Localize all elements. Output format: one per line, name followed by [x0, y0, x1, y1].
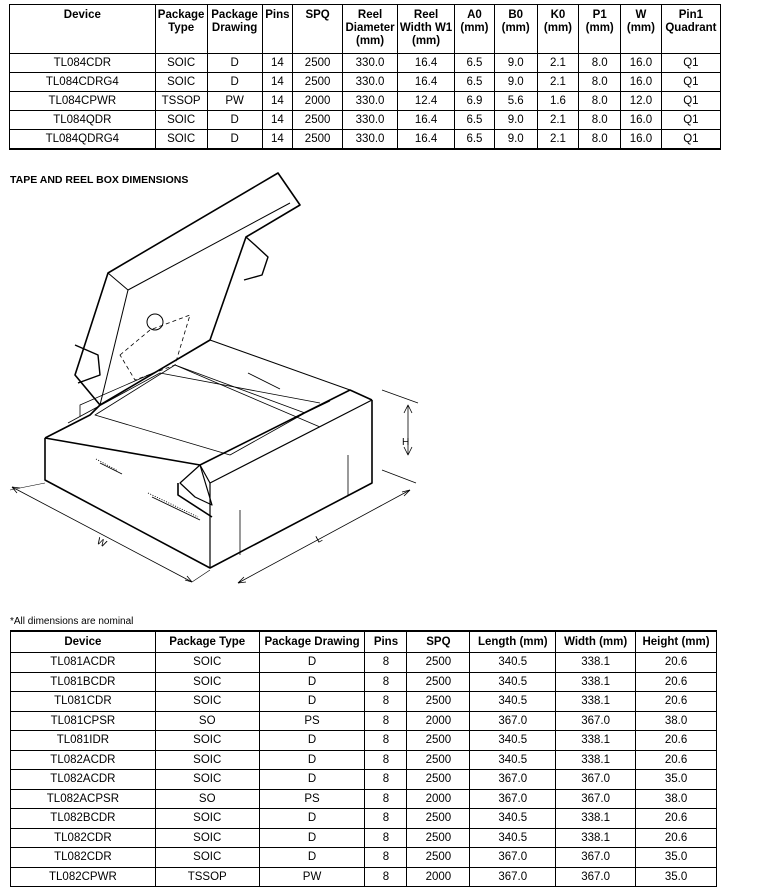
- header-w: W (mm): [621, 5, 662, 54]
- header-reel-width: Reel Width W1 (mm): [398, 5, 455, 54]
- cell-device: TL084CDR: [10, 54, 156, 73]
- cell-pins: 8: [365, 672, 407, 692]
- cell-package-drawing: D: [207, 130, 262, 150]
- cell-package-drawing: D: [207, 111, 262, 130]
- cell-spq: 2500: [407, 731, 470, 751]
- cell-reel-width: 12.4: [398, 92, 455, 111]
- cell-pins: 8: [365, 848, 407, 868]
- cell-b0: 9.0: [494, 73, 537, 92]
- table-row: [11, 770, 717, 790]
- cell-device: TL082ACPSR: [11, 789, 156, 809]
- header-package-drawing: Package Drawing: [259, 631, 365, 653]
- cell-height: 20.6: [636, 653, 717, 673]
- cell-package-type: SOIC: [155, 653, 259, 673]
- cell-device: TL082CPWR: [11, 867, 156, 887]
- cell-width: 338.1: [556, 809, 636, 829]
- reel-dimensions-table: [9, 4, 721, 150]
- cell-package-type: TSSOP: [155, 867, 259, 887]
- cell-package-drawing: D: [259, 770, 365, 790]
- header-device: Device: [10, 5, 156, 54]
- cell-spq: 2500: [293, 130, 343, 150]
- cell-width: 367.0: [556, 789, 636, 809]
- table-row: [10, 54, 721, 73]
- cell-spq: 2000: [293, 92, 343, 111]
- cell-package-type: SOIC: [155, 770, 259, 790]
- cell-length: 340.5: [470, 653, 556, 673]
- cell-package-type: TSSOP: [155, 92, 207, 111]
- cell-length: 367.0: [470, 867, 556, 887]
- cell-height: 20.6: [636, 750, 717, 770]
- cell-pin1-quadrant: Q1: [661, 54, 720, 73]
- cell-k0: 2.1: [537, 54, 579, 73]
- cell-p1: 8.0: [579, 130, 621, 150]
- cell-reel-diameter: 330.0: [343, 130, 398, 150]
- cell-package-drawing: D: [259, 848, 365, 868]
- cell-b0: 9.0: [494, 54, 537, 73]
- box-dimensions-table: [10, 630, 717, 887]
- cell-length: 367.0: [470, 770, 556, 790]
- header-package-type: Package Type: [155, 5, 207, 54]
- cell-pin1-quadrant: Q1: [661, 130, 720, 150]
- cell-reel-diameter: 330.0: [343, 111, 398, 130]
- cell-reel-diameter: 330.0: [343, 54, 398, 73]
- cell-reel-width: 16.4: [398, 111, 455, 130]
- cell-length: 367.0: [470, 848, 556, 868]
- table-row: [10, 130, 721, 150]
- cell-pins: 8: [365, 828, 407, 848]
- cell-package-drawing: PS: [259, 789, 365, 809]
- cell-pins: 14: [262, 54, 293, 73]
- cell-spq: 2500: [407, 750, 470, 770]
- cell-package-drawing: D: [259, 653, 365, 673]
- cell-height: 20.6: [636, 828, 717, 848]
- cell-device: TL082ACDR: [11, 750, 156, 770]
- cell-package-type: SOIC: [155, 692, 259, 712]
- cell-p1: 8.0: [579, 92, 621, 111]
- cell-package-type: SOIC: [155, 809, 259, 829]
- cell-package-drawing: PW: [259, 867, 365, 887]
- cell-b0: 9.0: [494, 130, 537, 150]
- cell-width: 338.1: [556, 828, 636, 848]
- cell-package-type: SOIC: [155, 731, 259, 751]
- cell-width: 338.1: [556, 692, 636, 712]
- header-package-type: Package Type: [155, 631, 259, 653]
- table-row: [11, 750, 717, 770]
- cell-package-drawing: PW: [207, 92, 262, 111]
- cell-pin1-quadrant: Q1: [661, 111, 720, 130]
- cell-package-drawing: PS: [259, 711, 365, 731]
- cell-height: 35.0: [636, 848, 717, 868]
- cell-pin1-quadrant: Q1: [661, 92, 720, 111]
- table-row: [11, 789, 717, 809]
- cell-device: TL081IDR: [11, 731, 156, 751]
- cell-w: 16.0: [621, 73, 662, 92]
- header-package-drawing: Package Drawing: [207, 5, 262, 54]
- cell-k0: 2.1: [537, 73, 579, 92]
- table-row: [11, 692, 717, 712]
- header-reel-diameter: Reel Diameter (mm): [343, 5, 398, 54]
- cell-a0: 6.5: [455, 111, 495, 130]
- table-row: [11, 731, 717, 751]
- cell-p1: 8.0: [579, 73, 621, 92]
- cell-length: 340.5: [470, 828, 556, 848]
- cell-height: 38.0: [636, 789, 717, 809]
- cell-w: 16.0: [621, 111, 662, 130]
- cell-device: TL082CDR: [11, 848, 156, 868]
- cell-spq: 2500: [407, 828, 470, 848]
- cell-reel-width: 16.4: [398, 73, 455, 92]
- header-k0: K0 (mm): [537, 5, 579, 54]
- cell-pins: 8: [365, 750, 407, 770]
- cell-a0: 6.5: [455, 73, 495, 92]
- cell-package-type: SOIC: [155, 111, 207, 130]
- cell-height: 20.6: [636, 809, 717, 829]
- dimension-label-l: L: [314, 533, 325, 546]
- cell-height: 20.6: [636, 672, 717, 692]
- header-p1: P1 (mm): [579, 5, 621, 54]
- cell-pins: 8: [365, 867, 407, 887]
- table-row: [11, 848, 717, 868]
- header-length: Length (mm): [470, 631, 556, 653]
- cell-k0: 2.1: [537, 130, 579, 150]
- cell-a0: 6.5: [455, 130, 495, 150]
- cell-package-drawing: D: [259, 692, 365, 712]
- box-table-header-row: [11, 631, 717, 653]
- cell-package-type: SOIC: [155, 672, 259, 692]
- cell-spq: 2500: [293, 73, 343, 92]
- cell-length: 367.0: [470, 711, 556, 731]
- cell-pins: 14: [262, 111, 293, 130]
- cell-pin1-quadrant: Q1: [661, 73, 720, 92]
- cell-device: TL084QDR: [10, 111, 156, 130]
- cell-package-type: SOIC: [155, 130, 207, 150]
- header-pin1-quadrant: Pin1 Quadrant: [661, 5, 720, 54]
- header-spq: SPQ: [293, 5, 343, 54]
- cell-length: 340.5: [470, 809, 556, 829]
- cell-reel-width: 16.4: [398, 130, 455, 150]
- header-spq: SPQ: [407, 631, 470, 653]
- cell-package-drawing: D: [259, 809, 365, 829]
- table-row: [11, 828, 717, 848]
- cell-length: 367.0: [470, 789, 556, 809]
- cell-p1: 8.0: [579, 54, 621, 73]
- cell-spq: 2500: [293, 54, 343, 73]
- cell-package-type: SOIC: [155, 54, 207, 73]
- cell-width: 338.1: [556, 672, 636, 692]
- header-pins: Pins: [365, 631, 407, 653]
- cell-device: TL081CDR: [11, 692, 156, 712]
- section-title: TAPE AND REEL BOX DIMENSIONS: [10, 174, 189, 186]
- cell-width: 367.0: [556, 848, 636, 868]
- cell-width: 338.1: [556, 731, 636, 751]
- cell-reel-width: 16.4: [398, 54, 455, 73]
- cell-width: 367.0: [556, 711, 636, 731]
- cell-spq: 2500: [407, 672, 470, 692]
- cell-a0: 6.5: [455, 54, 495, 73]
- cell-device: TL081CPSR: [11, 711, 156, 731]
- cell-w: 16.0: [621, 54, 662, 73]
- header-device: Device: [11, 631, 156, 653]
- cell-height: 20.6: [636, 692, 717, 712]
- cell-a0: 6.9: [455, 92, 495, 111]
- cell-pins: 8: [365, 653, 407, 673]
- dimension-label-w: W: [94, 535, 109, 551]
- cell-package-type: SOIC: [155, 73, 207, 92]
- cell-pins: 8: [365, 770, 407, 790]
- cell-package-drawing: D: [207, 73, 262, 92]
- cell-device: TL084CPWR: [10, 92, 156, 111]
- reel-table-header-row: [10, 5, 721, 54]
- cell-b0: 5.6: [494, 92, 537, 111]
- cell-package-drawing: D: [259, 672, 365, 692]
- cell-height: 38.0: [636, 711, 717, 731]
- table-row: [11, 809, 717, 829]
- cell-length: 340.5: [470, 750, 556, 770]
- cell-package-type: SOIC: [155, 828, 259, 848]
- cell-pins: 8: [365, 731, 407, 751]
- cell-device: TL082CDR: [11, 828, 156, 848]
- cell-package-drawing: D: [259, 731, 365, 751]
- cell-b0: 9.0: [494, 111, 537, 130]
- cell-spq: 2000: [407, 711, 470, 731]
- cell-package-type: SO: [155, 789, 259, 809]
- cell-w: 16.0: [621, 130, 662, 150]
- cell-height: 35.0: [636, 867, 717, 887]
- cell-pins: 14: [262, 73, 293, 92]
- cell-spq: 2500: [407, 809, 470, 829]
- cell-length: 340.5: [470, 731, 556, 751]
- header-width: Width (mm): [556, 631, 636, 653]
- table-row: [11, 867, 717, 887]
- table-row: [11, 672, 717, 692]
- table-row: [11, 653, 717, 673]
- header-a0: A0 (mm): [455, 5, 495, 54]
- cell-reel-diameter: 330.0: [343, 73, 398, 92]
- cell-device: TL082BCDR: [11, 809, 156, 829]
- cell-spq: 2500: [407, 653, 470, 673]
- cell-device: TL081BCDR: [11, 672, 156, 692]
- cell-reel-diameter: 330.0: [343, 92, 398, 111]
- cell-pins: 8: [365, 692, 407, 712]
- cell-height: 20.6: [636, 731, 717, 751]
- cell-k0: 2.1: [537, 111, 579, 130]
- cell-spq: 2500: [407, 770, 470, 790]
- table-row: [10, 73, 721, 92]
- cell-height: 35.0: [636, 770, 717, 790]
- header-pins: Pins: [262, 5, 293, 54]
- footnote: *All dimensions are nominal: [10, 616, 134, 627]
- cell-width: 338.1: [556, 750, 636, 770]
- cell-package-drawing: D: [207, 54, 262, 73]
- cell-device: TL081ACDR: [11, 653, 156, 673]
- cell-pins: 8: [365, 789, 407, 809]
- cell-pins: 8: [365, 711, 407, 731]
- cell-width: 367.0: [556, 770, 636, 790]
- cell-spq: 2500: [407, 692, 470, 712]
- cell-package-drawing: D: [259, 750, 365, 770]
- cell-p1: 8.0: [579, 111, 621, 130]
- table-row: [10, 111, 721, 130]
- cell-device: TL084QDRG4: [10, 130, 156, 150]
- cell-pins: 8: [365, 809, 407, 829]
- cell-package-type: SO: [155, 711, 259, 731]
- cell-length: 340.5: [470, 692, 556, 712]
- cell-spq: 2500: [407, 848, 470, 868]
- cell-pins: 14: [262, 130, 293, 150]
- cell-w: 12.0: [621, 92, 662, 111]
- header-b0: B0 (mm): [494, 5, 537, 54]
- table-row: [10, 92, 721, 111]
- table-row: [11, 711, 717, 731]
- reel-box-diagram: [0, 165, 440, 595]
- dimension-label-h: H: [402, 437, 410, 448]
- cell-device: TL084CDRG4: [10, 73, 156, 92]
- header-height: Height (mm): [636, 631, 717, 653]
- cell-length: 340.5: [470, 672, 556, 692]
- cell-package-drawing: D: [259, 828, 365, 848]
- cell-package-type: SOIC: [155, 848, 259, 868]
- cell-k0: 1.6: [537, 92, 579, 111]
- cell-spq: 2500: [293, 111, 343, 130]
- cell-pins: 14: [262, 92, 293, 111]
- cell-spq: 2000: [407, 789, 470, 809]
- cell-spq: 2000: [407, 867, 470, 887]
- cell-package-type: SOIC: [155, 750, 259, 770]
- cell-width: 338.1: [556, 653, 636, 673]
- cell-device: TL082ACDR: [11, 770, 156, 790]
- cell-width: 367.0: [556, 867, 636, 887]
